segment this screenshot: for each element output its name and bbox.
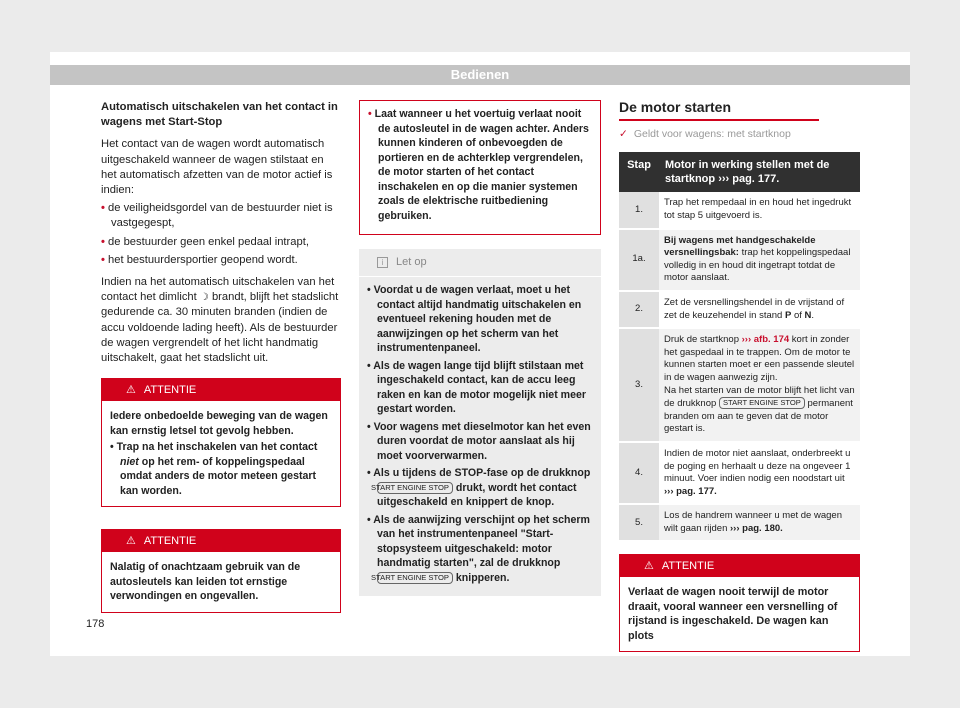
start-engine-stop-key: START ENGINE STOP (377, 572, 453, 584)
figure-link[interactable]: ››› afb. 174 (741, 334, 790, 346)
table-row: 3. Druk de startknop ››› afb. 174 kort in zonder het gaspedaal in te trappen. Om de motor te kunnen starten moet er een passende sleutel in de wagen aanwezig zijn. Na het starten van de motor blijft het licht van de drukknop START ENGINE STOP permanent branden om aan te geven dat de motor gestart is. (619, 328, 860, 442)
table-row: 2. Zet de versnellingshendel in de vrijstand of zet de keuzehendel in stand P of N. (619, 291, 860, 328)
section-header: Bedienen (50, 65, 910, 85)
warning-icon: ⚠ (126, 384, 136, 397)
table-row: 5. Los de handrem wanneer u met de wagen wilt gaan rijden ››› pag. 180. (619, 504, 860, 541)
page-link[interactable]: ››› pag. 177. (664, 485, 717, 497)
dimlight-icon: ☽ (199, 292, 209, 304)
checkmark-icon: ✓ (619, 128, 628, 141)
table-header-step: Stap (619, 152, 659, 192)
warning-icon: ⚠ (644, 560, 654, 573)
info-icon: i (377, 257, 388, 268)
warning-box: ⚠ ATTENTIE Nalatig of onachtzaam gebruik van de autosleutels kan leiden tot ernstige verwondingen en ongevallen. (101, 529, 341, 613)
section-title: De motor starten (619, 100, 819, 121)
table-row: 1. Trap het rempedaal in en houd het ingedrukt tot stap 5 uitgevoerd is. (619, 192, 860, 228)
warning-box: ⚠ ATTENTIE Iedere onbedoelde beweging van de wagen kan ernstig letsel tot gevolg hebben. • Trap na het inschakelen van het contact niet op het rem- of koppelingspedaal omdat anders de motor meteen gestart kan worden. (101, 378, 341, 507)
steps-table (619, 152, 860, 542)
start-engine-stop-key: START ENGINE STOP (719, 397, 805, 409)
warning-box-continued: • Laat wanneer u het voertuig verlaat nooit de autosleutel in de wagen achter. Anders kunnen kinderen of onbevoegden de portieren en de achterklep vergrendelen, de motor starten of het contact inschakelen en op die manier systemen zoals de elektrische ruitbediening gebruiken. (359, 100, 601, 235)
page-number: 178 (86, 618, 105, 630)
note-box: i Let op • Voordat u de wagen verlaat, moet u het contact altijd handmatig uitschakelen en eventueel rekening houden met de aanwijzingen op het scherm van het instrumentenpaneel. • Als de wagen lange tijd blijft stilstaan met ingeschakeld contact, kan de accu leeg raken en kan de motor mogelijk niet meer gestart worden. • Voor wagens met dieselmotor kan het even duren voordat de motor aanslaat als hij moet voorverwarmen. • Als u tijdens de STOP-fase op de drukknop START ENGINE STOP drukt, wordt het contact uitgeschakeld en knippert de knop. • Als de aanwijzing verschijnt op het scherm van het instrumentenpaneel "Start-stopsysteem uitgeschakeld: motor handmatig starten", zal de drukknop START ENGINE STOP knipperen. (359, 249, 601, 596)
list-item: • de bestuurder geen enkel pedaal intrapt, (101, 235, 309, 248)
applicability-note: ✓ Geldt voor wagens: met startknop (619, 128, 791, 141)
table-row: 4. Indien de motor niet aanslaat, onderbreekt u de poging en herhaalt u deze na ongeveer 1 minuut. Voer indien nodig een noodstart uit ››› pag. 177. (619, 442, 860, 504)
subsection-heading: Automatisch uitschakelen van het contact in wagens met Start-Stop (101, 101, 338, 129)
warning-icon: ⚠ (126, 535, 136, 548)
page-link[interactable]: ››› pag. 180. (730, 522, 783, 534)
warning-box: ⚠ ATTENTIE Verlaat de wagen nooit terwijl de motor draait, vooral wanneer een versnelling of rijstand is ingeschakeld. De wagen kan plots (619, 554, 860, 652)
start-engine-stop-key: START ENGINE STOP (377, 482, 453, 494)
column-right (619, 100, 860, 652)
column-middle (359, 100, 601, 596)
table-row: 1a. Bij wagens met handgeschakelde versnellingsbak: trap het koppelingspedaal volledig in en houd dit ingetrapt totdat de motor aanslaat. (619, 229, 860, 291)
body-text: Indien na het automatisch uitschakelen van het contact het dimlicht ☽ brandt, blijft het stadslicht gedurende ca. 30 minuten branden (indien de accu voldoende lading heeft). Als de bestuurder de wagen vergrendelt of het licht handmatig uitschakelt, gaat het stadslicht uit. (101, 276, 339, 365)
column-left (101, 100, 341, 613)
list-item: • de veiligheidsgordel van de bestuurder niet is vastgegespt, (101, 202, 333, 230)
table-header-description: Motor in werking stellen met de startknop ››› pag. 177. (659, 152, 860, 192)
list-item: • het bestuurdersportier geopend wordt. (101, 253, 298, 266)
intro-text: Het contact van de wagen wordt automatisch uitgeschakeld wanneer de wagen stilstaat en het automatisch afzetten van de motor actief is indien: (101, 138, 333, 197)
